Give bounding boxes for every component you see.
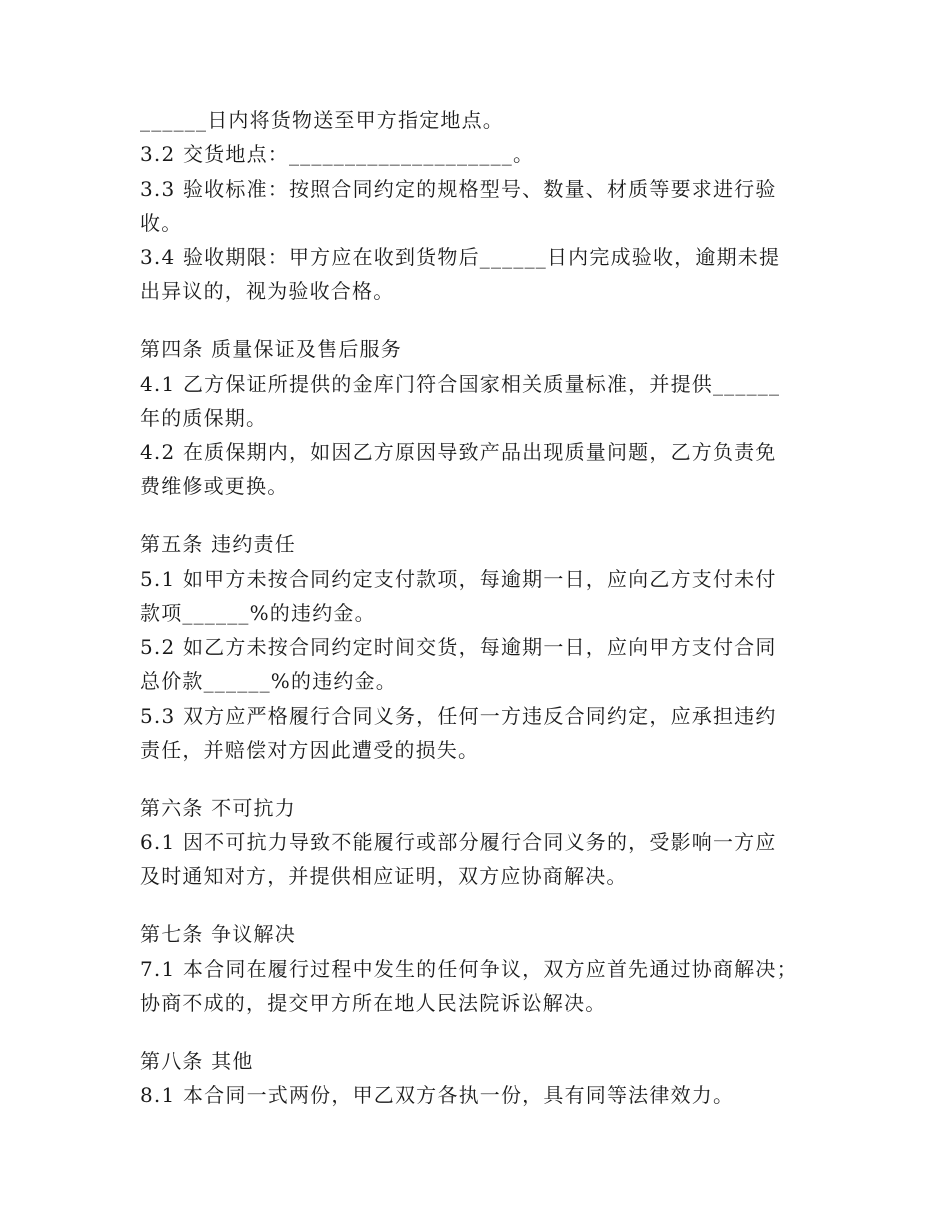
paragraph-line: 收。 xyxy=(140,210,183,235)
paragraph-line: 3.4 验收期限：甲方应在收到货物后______日内完成验收，逾期未提 xyxy=(140,245,781,270)
section-8-other xyxy=(140,1044,820,1113)
section-6-force-majeure xyxy=(140,791,820,894)
paragraph-line: 总价款______%的违约金。 xyxy=(140,669,398,694)
paragraph-line: 年的质保期。 xyxy=(140,405,268,430)
paragraph-line: 费维修或更换。 xyxy=(140,474,289,499)
section-heading: 第六条 不可抗力 xyxy=(140,795,296,820)
paragraph-line: 5.2 如乙方未按合同约定时间交货，每逾期一日，应向甲方支付合同 xyxy=(140,635,777,660)
paragraph-line: 6.1 因不可抗力导致不能履行或部分履行合同义务的，受影响一方应 xyxy=(140,830,777,855)
section-spacer xyxy=(140,309,820,333)
paragraph-line: 3.3 验收标准：按照合同约定的规格型号、数量、材质等要求进行验 xyxy=(140,176,777,201)
paragraph-line: 款项______%的违约金。 xyxy=(140,600,376,625)
contract-page xyxy=(140,103,820,1112)
section-3-delivery xyxy=(140,103,820,309)
section-spacer xyxy=(140,504,820,528)
section-heading: 第七条 争议解决 xyxy=(140,922,296,947)
section-5-liability xyxy=(140,527,820,767)
paragraph-line: 责任，并赔偿对方因此遭受的损失。 xyxy=(140,738,480,763)
section-7-dispute xyxy=(140,917,820,1020)
paragraph-line: 出异议的，视为验收合格。 xyxy=(140,279,395,304)
paragraph-line: 4.2 在质保期内，如因乙方原因导致产品出现质量问题，乙方负责免 xyxy=(140,440,777,465)
paragraph-line: 3.2 交货地点：____________________。 xyxy=(140,142,535,167)
section-heading: 第五条 违约责任 xyxy=(140,532,296,557)
paragraph-line: 5.3 双方应严格履行合同义务，任何一方违反合同约定，应承担违约 xyxy=(140,703,777,728)
section-heading: 第四条 质量保证及售后服务 xyxy=(140,337,402,362)
section-heading: 第八条 其他 xyxy=(140,1048,254,1073)
section-spacer xyxy=(140,1020,820,1044)
paragraph-line: 5.1 如甲方未按合同约定支付款项，每逾期一日，应向乙方支付未付 xyxy=(140,566,777,591)
paragraph-line: 7.1 本合同在履行过程中发生的任何争议，双方应首先通过协商解决； xyxy=(140,956,798,981)
paragraph-line: 8.1 本合同一式两份，甲乙双方各执一份，具有同等法律效力。 xyxy=(140,1082,735,1107)
paragraph-line: ______日内将货物送至甲方指定地点。 xyxy=(140,108,504,132)
section-spacer xyxy=(140,767,820,791)
section-4-warranty xyxy=(140,332,820,503)
paragraph-line: 协商不成的，提交甲方所在地人民法院诉讼解决。 xyxy=(140,990,607,1015)
section-spacer xyxy=(140,894,820,918)
paragraph-line: 及时通知对方，并提供相应证明，双方应协商解决。 xyxy=(140,864,628,889)
paragraph-line: 4.1 乙方保证所提供的金库门符合国家相关质量标准，并提供______ xyxy=(140,371,781,396)
